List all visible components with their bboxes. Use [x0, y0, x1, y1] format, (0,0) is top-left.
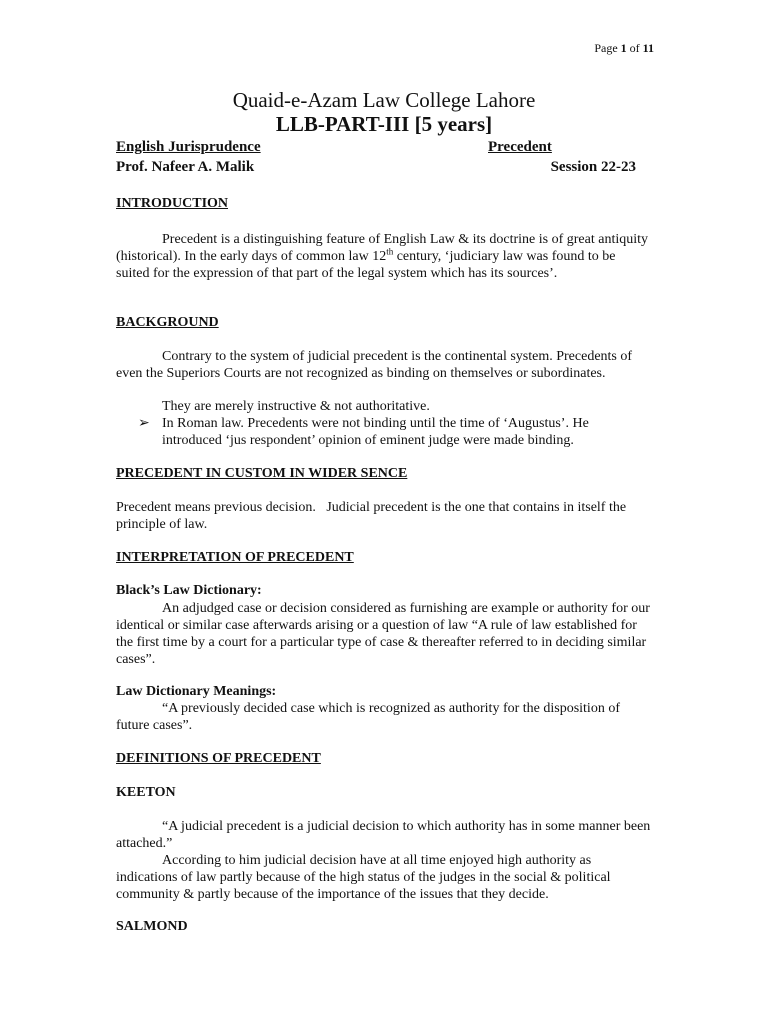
subject-label: English Jurisprudence	[116, 139, 261, 155]
salmond-title: SALMOND	[116, 919, 188, 934]
section-heading-interpretation: INTERPRETATION OF PRECEDENT	[116, 550, 354, 565]
section-heading-background: BACKGROUND	[116, 315, 219, 330]
program-title: LLB-PART-III [5 years]	[275, 112, 493, 136]
bullet-text: In Roman law. Precedents were not binding until the time of ‘Augustus’. He introduced ‘jus respondent’ opinion of eminent judge were made binding.	[162, 416, 589, 448]
page-number: Page 1 of 11	[594, 41, 654, 55]
introduction-paragraph: Precedent is a distinguishing feature of English Law & its doctrine is of great antiquity (historical). In the early days of common law 12th century, ‘judiciary law was found to be suited for the expression of that part of the legal system which has its sources’.	[116, 232, 649, 281]
blacks-dictionary-text: An adjudged case or decision considered as furnishing are example or authority for our identical or similar case afterwards arising or a question of law “A rule of law established for the first time by a court for a particular type of case & thereafter referred to in deciding similar cases”.	[116, 601, 650, 667]
keeton-title: KEETON	[116, 785, 176, 800]
keeton-text: According to him judicial decision have at all time enjoyed high authority as indications of law partly because of the high status of the judges in the social & political community & partly because of the importance of the issues that they decide.	[116, 853, 611, 902]
law-dictionary-title: Law Dictionary Meanings:	[116, 684, 277, 699]
keeton-quote: “A judicial precedent is a judicial decision to which authority has in some manner been attached.”	[116, 819, 651, 851]
background-line: They are merely instructive & not authoritative.	[162, 399, 430, 414]
section-heading-definitions: DEFINITIONS OF PRECEDENT	[116, 751, 321, 766]
section-heading-introduction: INTRODUCTION	[116, 196, 229, 211]
law-dictionary-text: “A previously decided case which is recognized as authority for the disposition of future cases”.	[116, 701, 620, 733]
section-heading-custom: PRECEDENT IN CUSTOM IN WIDER SENCE	[116, 466, 408, 481]
blacks-dictionary-title: Black’s Law Dictionary:	[116, 583, 262, 598]
professor-label: Prof. Nafeer A. Malik	[116, 159, 255, 175]
topic-label: Precedent	[488, 139, 552, 155]
custom-paragraph: Precedent means previous decision. Judicial precedent is the one that contains in itself the principle of law.	[116, 500, 630, 532]
arrow-bullet-icon: ➢	[138, 416, 150, 431]
bullet-item	[116, 415, 652, 449]
background-paragraph: Contrary to the system of judicial precedent is the continental system. Precedents of even the Superiors Courts are not recognized as binding on themselves or subordinates.	[116, 349, 633, 381]
college-title: Quaid-e-Azam Law College Lahore	[232, 88, 536, 112]
session-label: Session 22-23	[550, 159, 636, 175]
